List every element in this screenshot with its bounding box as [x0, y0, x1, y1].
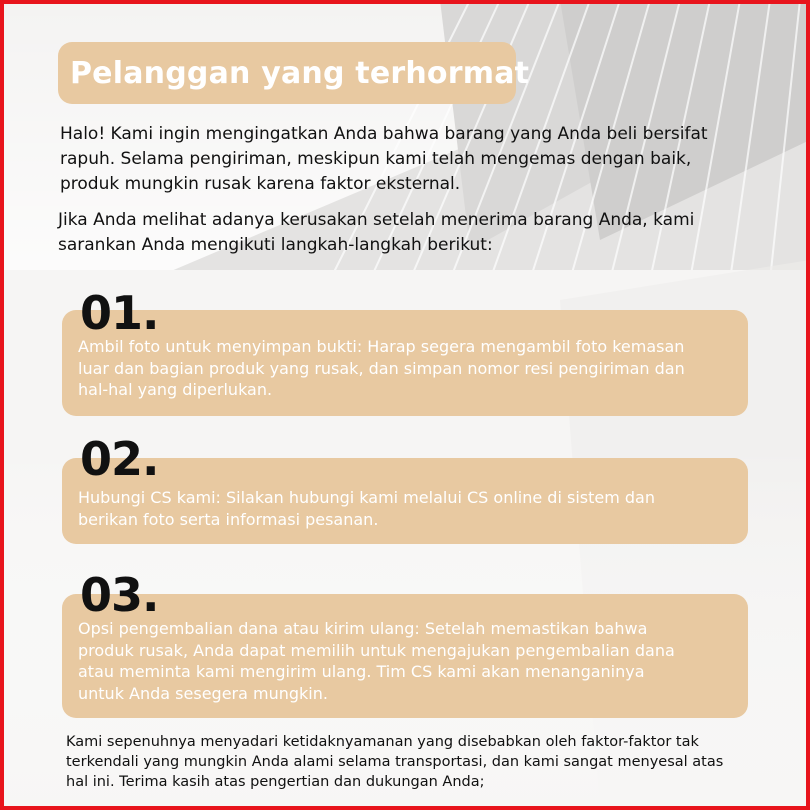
step-number-2: 02. — [80, 432, 159, 486]
instruction-paragraph: Jika Anda melihat adanya kerusakan setelah menerima barang Anda, kami sarankan Anda mengikuti langkah-langkah berikut: — [58, 210, 695, 255]
step-text-3: Opsi pengembalian dana atau kirim ulang: Setelah memastikan bahwa produk rusak, Anda dapat memilih untuk mengajukan pengembalian dana atau meminta kami mengirim ulang. Tim CS kami akan menanganinya untuk Anda sesegera mungkin. — [78, 619, 675, 703]
step-card-1 — [62, 310, 748, 416]
step-card-3 — [62, 594, 748, 718]
title-banner — [58, 42, 530, 104]
intro-paragraph: Halo! Kami ingin mengingatkan Anda bahwa barang yang Anda beli bersifat rapuh. Selama pengiriman, meskipun kami telah mengemas dengan baik, produk mungkin rusak karena faktor eksternal. — [60, 124, 708, 194]
page-title: Pelanggan yang terhormat — [70, 55, 530, 91]
step-text-1: Ambil foto untuk menyimpan bukti: Harap segera mengambil foto kemasan luar dan bagian produk yang rusak, dan simpan nomor resi pengiriman dan hal-hal yang diperlukan. — [78, 337, 685, 399]
step-number-3: 03. — [80, 568, 159, 622]
step-card-2 — [62, 458, 748, 544]
closing-paragraph: Kami sepenuhnya menyadari ketidaknyamanan yang disebabkan oleh faktor-faktor tak terkendali yang mungkin Anda alami selama transportasi, dan kami sangat menyesal atas hal ini. Terima kasih atas pengertian dan dukungan Anda; — [66, 734, 724, 790]
step-number-1: 01. — [80, 286, 159, 340]
step-text-2: Hubungi CS kami: Silakan hubungi kami melalui CS online di sistem dan berikan foto serta informasi pesanan. — [78, 488, 655, 529]
